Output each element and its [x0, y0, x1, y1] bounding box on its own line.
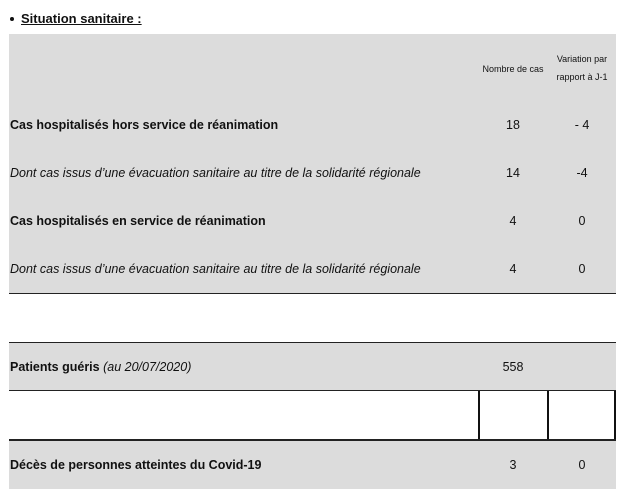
header-count: Nombre de cas	[482, 64, 544, 74]
table-row	[9, 165, 616, 181]
table-row	[9, 213, 616, 229]
deaths-count: 3	[509, 458, 517, 472]
recovered-row	[9, 359, 616, 375]
row-label: Cas hospitalisés hors service de réanimation	[10, 118, 279, 132]
row-variation: - 4	[574, 118, 590, 132]
column-separator	[547, 391, 549, 440]
row-count: 14	[506, 166, 520, 180]
section-title: Situation sanitaire :	[10, 11, 142, 26]
row-variation: 0	[578, 214, 586, 228]
row-label: Dont cas issus d’une évacuation sanitaire au titre de la solidarité régionale	[10, 166, 421, 180]
row-count: 4	[509, 214, 517, 228]
row-variation: 0	[578, 262, 586, 276]
column-separator	[614, 391, 616, 440]
table-row	[9, 261, 616, 277]
empty-row	[9, 391, 616, 440]
table-row	[9, 117, 616, 133]
header-variation: Variation par rapport à J-1	[556, 54, 608, 82]
column-separator	[478, 391, 480, 440]
table-header	[9, 50, 616, 92]
row-label: Dont cas issus d’une évacuation sanitaire au titre de la solidarité régionale	[10, 262, 421, 276]
deaths-variation: 0	[578, 458, 586, 472]
row-count: 18	[506, 118, 520, 132]
bullet-icon	[10, 17, 14, 21]
row-variation: -4	[576, 166, 588, 180]
recovered-label: Patients guéris (au 20/07/2020)	[10, 360, 192, 374]
deaths-row	[9, 457, 616, 473]
recovered-count: 558	[502, 360, 524, 374]
row-count: 4	[509, 262, 517, 276]
row-label: Cas hospitalisés en service de réanimation	[10, 214, 266, 228]
divider	[9, 293, 616, 294]
deaths-label: Décès de personnes atteintes du Covid-19	[10, 458, 262, 472]
